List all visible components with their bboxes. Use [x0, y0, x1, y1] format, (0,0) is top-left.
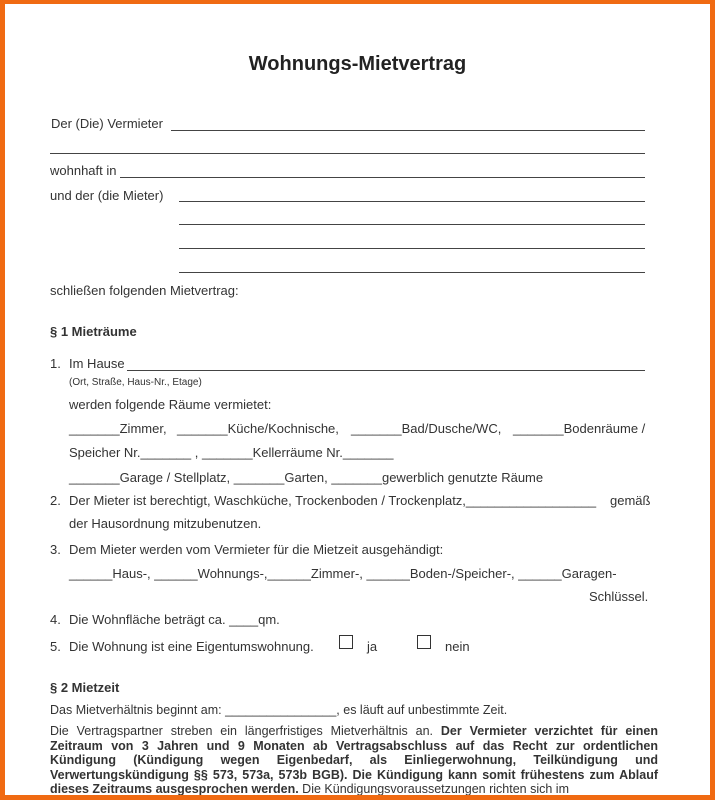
eigentum-ja-checkbox[interactable]	[339, 635, 353, 649]
wohnhaft-line[interactable]	[120, 177, 645, 178]
item-1-line2: werden folgende Räume vermietet:	[69, 397, 272, 412]
schliessen-text: schließen folgenden Mietvertrag:	[50, 283, 239, 298]
section-2-heading: § 2 Mietzeit	[50, 680, 120, 695]
raeume-speicher: Speicher Nr._______ , _______Kellerräume Nr._______	[69, 445, 394, 460]
item-2-gemaess: gemäß	[610, 493, 651, 508]
mieter-line-4[interactable]	[179, 272, 645, 273]
mieter-label: und der (die Mieter)	[50, 188, 164, 203]
mietzeit-text-1: Die Vertragspartner streben ein längerfristiges Mietverhältnis an.	[50, 724, 441, 738]
section-1-heading: § 1 Mieträume	[50, 324, 137, 339]
item-1-text: Im Hause	[69, 356, 125, 371]
mietbeginn-line: Das Mietverhältnis beginnt am: ________________, es läuft auf unbestimmte Zeit.	[50, 703, 508, 717]
document-title: Wohnungs-Mietvertrag	[248, 53, 467, 75]
item-2-number: 2.	[50, 493, 61, 508]
item-1-hint: (Ort, Straße, Haus-Nr., Etage)	[69, 377, 202, 388]
eigentum-nein-label: nein	[445, 639, 470, 654]
mietzeit-paragraph	[50, 724, 658, 795]
item-2-line1: Der Mieter ist berechtigt, Waschküche, Trockenboden / Trockenplatz,__________________	[69, 493, 597, 508]
mieter-line-3[interactable]	[179, 248, 645, 249]
item-3-line1: Dem Mieter werden vom Vermieter für die Mietzeit ausgehändigt:	[69, 542, 444, 557]
item-4-text: Die Wohnfläche beträgt ca. ____qm.	[69, 612, 280, 627]
raeume-kueche: _______Küche/Kochnische,	[177, 421, 339, 436]
item-3-line3: Schlüssel.	[589, 589, 649, 604]
item-4-number: 4.	[50, 612, 61, 627]
vermieter-label: Der (Die) Vermieter	[51, 116, 163, 131]
raeume-garage: _______Garage / Stellplatz, _______Garten, _______gewerblich genutzte Räume	[69, 470, 544, 485]
item-3-number: 3.	[50, 542, 61, 557]
eigentum-nein-checkbox[interactable]	[417, 635, 431, 649]
item-3-line2: ______Haus-, ______Wohnungs-,______Zimmer-, ______Boden-/Speicher-, ______Garagen-	[69, 566, 617, 581]
wohnhaft-label: wohnhaft in	[50, 163, 117, 178]
hause-line[interactable]	[127, 370, 645, 371]
item-5-number: 5.	[50, 639, 61, 654]
mieter-line-2[interactable]	[179, 224, 645, 225]
item-2-line2: der Hausordnung mitzubenutzen.	[69, 516, 262, 531]
eigentum-ja-label: ja	[367, 639, 378, 654]
item-5-text: Die Wohnung ist eine Eigentumswohnung.	[69, 639, 314, 654]
mietzeit-text-2: Die Kündigungsvoraussetzungen richten sich im	[298, 782, 569, 795]
vermieter-name-line[interactable]	[171, 130, 645, 131]
raeume-zimmer: _______Zimmer,	[69, 421, 167, 436]
mieter-line-1[interactable]	[179, 201, 645, 202]
raeume-boden: _______Bodenräume /	[513, 421, 646, 436]
mietzeit-text-bold: Der Vermieter verzichtet für einen Zeitraum von 3 Jahren und 9 Monaten ab Vertragsabschluss auf das Recht zur ordentlichen Kündigung (Kündigung wegen Eigenbedarf, als Einliegerwohnung, Teilkündigung und Verwertungskündigung §§ 573, 573a, 573b BGB). Die Kündigung kann somit frühestens zum Ablauf dieses Zeitraums ausgesprochen werden.	[50, 724, 659, 795]
vermieter-name-line-2[interactable]	[50, 153, 645, 154]
raeume-bad: _______Bad/Dusche/WC,	[351, 421, 502, 436]
item-1-number: 1.	[50, 356, 61, 371]
document-page	[5, 4, 710, 795]
